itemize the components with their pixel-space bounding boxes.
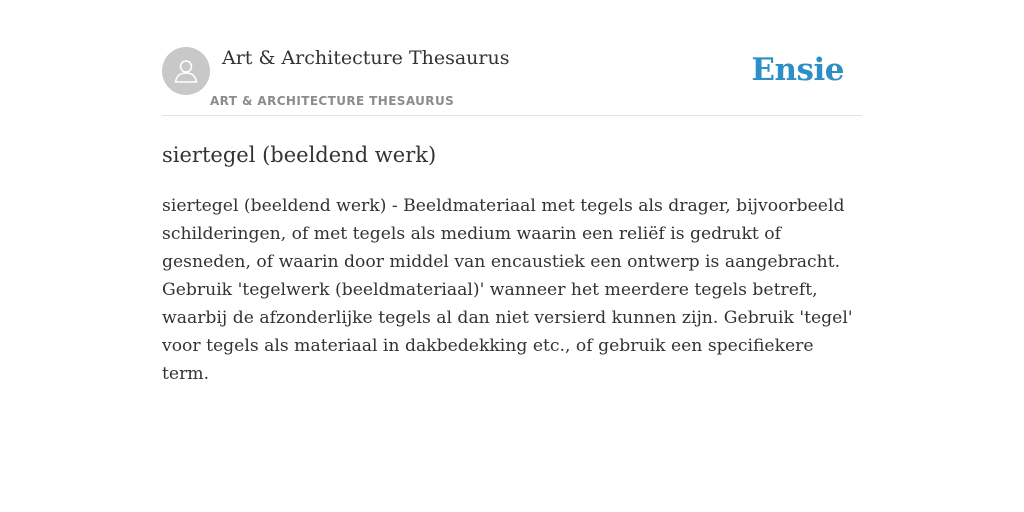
author-name[interactable]: Art & Architecture Thesaurus	[222, 47, 510, 69]
definition-text: siertegel (beeldend werk) - Beeldmateriaal met tegels als drager, bijvoorbeeld schilderingen, of met tegels als medium waarin een reliëf is gedrukt of gesneden, of waarin door middel van encaustiek een ontwerp is aangebracht. Gebruik 'tegelwerk (beeldmateriaal)' wanneer het meerdere tegels betreft, waarbij de afzonderlijke tegels al dan niet versierd kunnen zijn. Gebruik 'tegel' voor tegels als materiaal in dakbedekking etc., of gebruik een specifiekere term.	[162, 196, 853, 384]
page-title: siertegel (beeldend werk)	[162, 143, 437, 167]
ensie-logo-link[interactable]: Ensie	[751, 52, 844, 88]
page-header	[162, 0, 862, 116]
user-icon	[171, 56, 201, 86]
page-content	[162, 0, 862, 384]
author-subtitle[interactable]: ART & ARCHITECTURE THESAURUS	[210, 94, 455, 108]
avatar[interactable]	[162, 47, 210, 95]
